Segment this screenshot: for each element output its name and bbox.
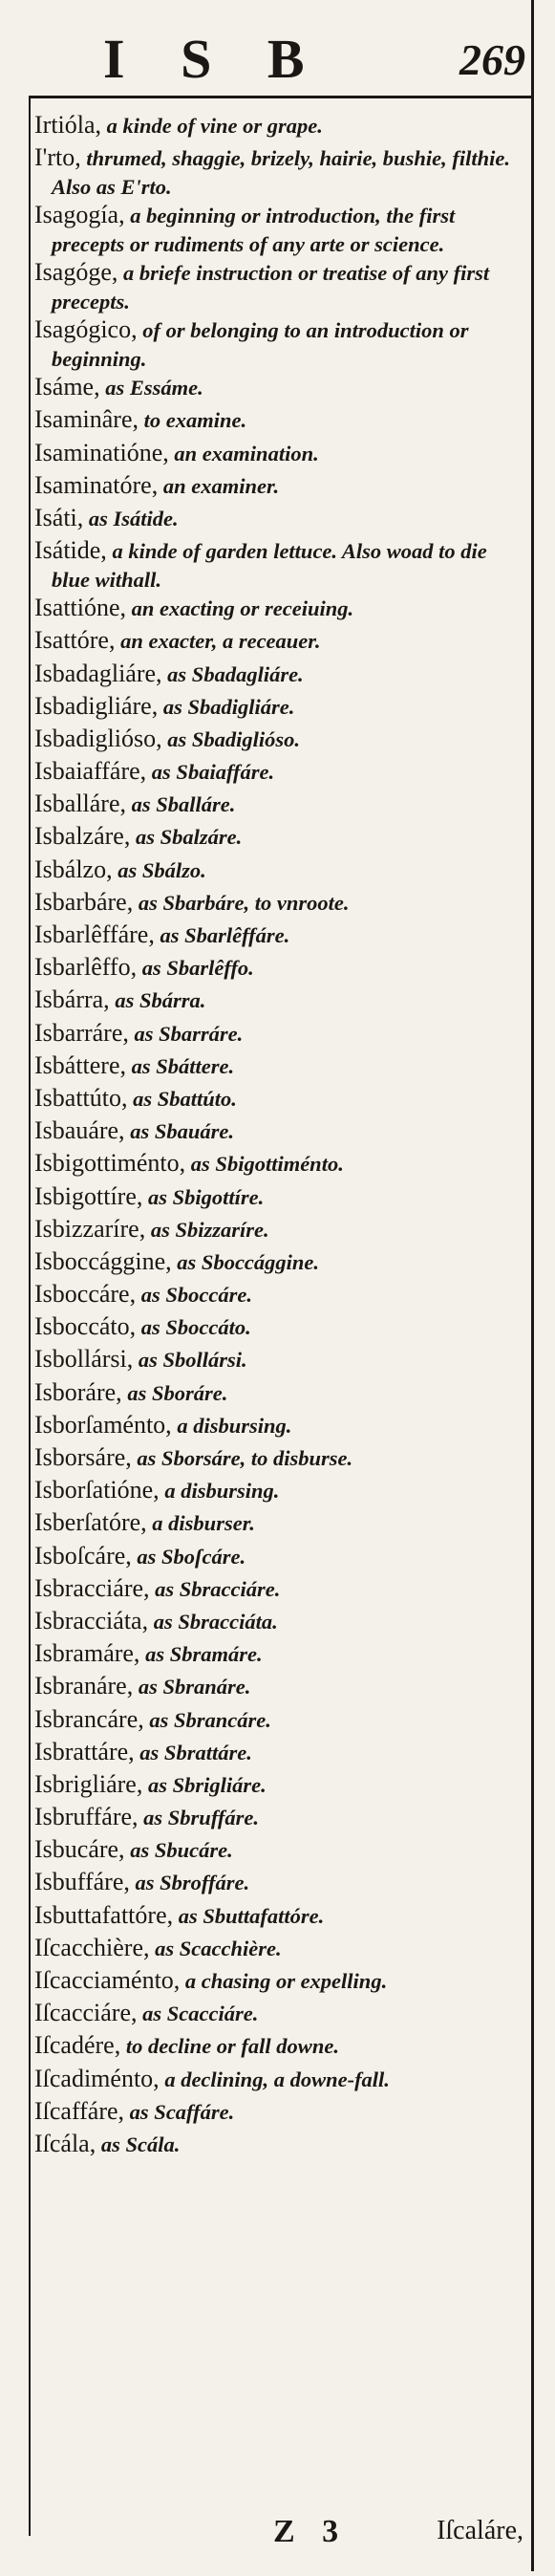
entry-headword: Isbracciáre, bbox=[34, 1573, 150, 1602]
entry-gloss: to examine. bbox=[139, 408, 247, 433]
dictionary-entry bbox=[34, 1378, 527, 1411]
entry-gloss: as Sbruffáre. bbox=[138, 1806, 260, 1830]
entry-headword: Isaminâre, bbox=[34, 405, 139, 434]
entry-gloss: as Sboccáto. bbox=[136, 1315, 251, 1340]
dictionary-entry bbox=[34, 692, 527, 725]
catchword: Iſcaláre, bbox=[437, 2516, 523, 2545]
entry-headword: Isbarbáre, bbox=[34, 887, 134, 916]
entry-headword: Isbarlêffáre, bbox=[34, 920, 155, 948]
dictionary-entry bbox=[34, 1182, 527, 1215]
entry-gloss: an examiner. bbox=[158, 473, 280, 498]
entry-headword: Isbálzo, bbox=[34, 855, 113, 883]
dictionary-entry bbox=[34, 1901, 527, 1934]
entry-headword: Isátide, bbox=[34, 536, 107, 565]
entry-gloss: as Sbranáre. bbox=[133, 1675, 251, 1699]
dictionary-entry bbox=[34, 1738, 527, 1770]
page-header bbox=[29, 27, 525, 94]
dictionary-entry bbox=[34, 1149, 527, 1181]
entry-headword: Isattióne, bbox=[34, 594, 127, 622]
entry-headword: Isagóge, bbox=[34, 258, 118, 287]
entry-headword: Isberſatóre, bbox=[34, 1508, 147, 1537]
entry-headword: Isattóre, bbox=[34, 626, 116, 655]
entry-gloss: as Sbadagliáre. bbox=[161, 661, 304, 686]
dictionary-entry bbox=[34, 626, 527, 659]
entry-gloss: as Sbauáre. bbox=[124, 1119, 234, 1144]
entry-headword: Isáme, bbox=[34, 373, 100, 401]
entry-gloss: as Sbuttafattóre. bbox=[173, 1903, 325, 1928]
entry-gloss: as Sbarráre. bbox=[128, 1021, 244, 1046]
dictionary-entry bbox=[34, 1084, 527, 1116]
entry-headword: Isagógico, bbox=[34, 315, 138, 344]
entry-gloss: as Sbrancáre. bbox=[143, 1707, 271, 1732]
entry-gloss: as Sbigottiménto. bbox=[185, 1152, 344, 1177]
dictionary-entry bbox=[34, 1215, 527, 1247]
entry-headword: I'rto, bbox=[34, 143, 81, 172]
entry-gloss: as Scacchière. bbox=[149, 1936, 282, 1960]
dictionary-entry bbox=[34, 2065, 527, 2097]
dictionary-entry bbox=[34, 1542, 527, 1574]
entry-gloss: as Sbáttere. bbox=[126, 1053, 235, 1078]
dictionary-entry bbox=[34, 1934, 527, 1966]
entry-gloss: as Sbarlêffo. bbox=[137, 956, 254, 981]
entry-headword: Isbrattáre, bbox=[34, 1737, 135, 1765]
dictionary-entry bbox=[34, 1051, 527, 1084]
entry-gloss: as Sbigottíre. bbox=[142, 1184, 265, 1209]
entry-headword: Iſcacciáre, bbox=[34, 1999, 138, 2027]
entry-headword: Isballáre, bbox=[34, 790, 127, 818]
dictionary-entry bbox=[34, 1508, 527, 1541]
entry-headword: Isbalzáre, bbox=[34, 822, 131, 851]
entry-gloss: as Sbálzo. bbox=[112, 857, 206, 882]
entry-headword: Iſcadére, bbox=[34, 2031, 121, 2060]
entry-headword: Isborsáre, bbox=[34, 1443, 132, 1471]
entry-gloss: a chasing or expelling. bbox=[180, 1969, 388, 1993]
entry-gloss: as Sboſcáre. bbox=[131, 1544, 246, 1569]
entry-headword: Isbaiaffáre, bbox=[34, 757, 147, 786]
entry-headword: Isbigottíre, bbox=[34, 1181, 143, 1210]
dictionary-entry bbox=[34, 143, 527, 201]
entry-headword: Iſcaffáre, bbox=[34, 2096, 125, 2125]
header-rule bbox=[29, 96, 533, 98]
entry-gloss: as Scála. bbox=[96, 2132, 181, 2156]
dictionary-entry bbox=[34, 660, 527, 692]
dictionary-entry bbox=[34, 594, 527, 626]
dictionary-entry bbox=[34, 920, 527, 953]
entry-gloss: as Sbrigliáre. bbox=[142, 1772, 267, 1797]
entry-gloss: a briefe instruction or treatise of any first precepts. bbox=[52, 261, 490, 314]
entry-headword: Isagogía, bbox=[34, 201, 125, 229]
entry-gloss: as Sbattúto. bbox=[127, 1086, 237, 1111]
entry-gloss: as Sborsáre, to disburse. bbox=[131, 1446, 353, 1470]
entry-gloss: as Sbracciáta. bbox=[148, 1609, 278, 1634]
dictionary-entry bbox=[34, 471, 527, 504]
dictionary-entry bbox=[34, 1966, 527, 1999]
entry-gloss: as Sbadigliósо. bbox=[161, 726, 301, 751]
entry-gloss: as Sbaiaffáre. bbox=[146, 760, 275, 785]
entry-gloss: as Sbarbáre, to vnroote. bbox=[133, 890, 350, 915]
entry-headword: Isbruffáre, bbox=[34, 1803, 139, 1831]
dictionary-entry bbox=[34, 1770, 527, 1803]
dictionary-entry bbox=[34, 405, 527, 438]
entry-gloss: an examination. bbox=[168, 441, 319, 465]
dictionary-entry bbox=[34, 822, 527, 855]
entry-gloss: as Sboráre. bbox=[121, 1380, 228, 1405]
entry-gloss: a kinde of garden lettuce. Also woad to die blue withall. bbox=[52, 539, 487, 593]
dictionary-entry bbox=[34, 1639, 527, 1672]
entry-headword: Isborſatióne, bbox=[34, 1476, 160, 1504]
entry-headword: Isbattúto, bbox=[34, 1083, 128, 1112]
entry-list bbox=[34, 111, 527, 2162]
entry-gloss: as Sbollársi. bbox=[133, 1348, 247, 1373]
dictionary-entry bbox=[34, 201, 527, 258]
dictionary-entry bbox=[34, 1411, 527, 1443]
entry-headword: Isbramáre, bbox=[34, 1639, 140, 1668]
entry-headword: Iſcacchière, bbox=[34, 1933, 150, 1961]
signature-mark: Z 3 bbox=[273, 2514, 349, 2549]
entry-gloss: a disburser. bbox=[146, 1511, 255, 1536]
entry-gloss: to decline or fall downe. bbox=[120, 2034, 339, 2059]
entry-headword: Isbrigliáre, bbox=[34, 1769, 143, 1798]
dictionary-entry bbox=[34, 439, 527, 471]
dictionary-entry bbox=[34, 790, 527, 822]
dictionary-entry bbox=[34, 504, 527, 536]
entry-headword: Iſcála, bbox=[34, 2129, 96, 2157]
dictionary-entry bbox=[34, 1672, 527, 1704]
entry-headword: Isbracciáta, bbox=[34, 1606, 149, 1634]
entry-gloss: as Sboccággine. bbox=[171, 1249, 320, 1274]
dictionary-entry bbox=[34, 1868, 527, 1900]
entry-gloss: as Sbramáre. bbox=[139, 1642, 263, 1667]
entry-headword: Isboccáre, bbox=[34, 1280, 137, 1309]
dictionary-entry bbox=[34, 1999, 527, 2031]
page-footer bbox=[34, 2514, 527, 2562]
dictionary-entry bbox=[34, 1803, 527, 1835]
dictionary-entry bbox=[34, 1019, 527, 1051]
entry-headword: Isbrancáre, bbox=[34, 1704, 144, 1733]
dictionary-entry bbox=[34, 2097, 527, 2130]
entry-gloss: a declining, a downe-fall. bbox=[159, 2067, 390, 2091]
dictionary-entry bbox=[34, 1607, 527, 1639]
entry-headword: Isbarlêffo, bbox=[34, 953, 138, 982]
entry-headword: Isborſaménto, bbox=[34, 1410, 172, 1439]
dictionary-entry bbox=[34, 855, 527, 888]
entry-gloss: as Sbarlêffáre. bbox=[154, 923, 290, 947]
dictionary-entry bbox=[34, 1345, 527, 1377]
entry-headword: Isboráre, bbox=[34, 1377, 122, 1406]
dictionary-entry bbox=[34, 2130, 527, 2162]
entry-headword: Isboccáto, bbox=[34, 1312, 137, 1341]
entry-gloss: as Sbroffáre. bbox=[129, 1871, 250, 1895]
dictionary-entry bbox=[34, 1574, 527, 1607]
entry-headword: Isbauáre, bbox=[34, 1116, 125, 1145]
entry-gloss: as Sboccáre. bbox=[136, 1283, 252, 1308]
entry-headword: Isboſcáre, bbox=[34, 1541, 132, 1569]
entry-headword: Isbuffáre, bbox=[34, 1868, 130, 1896]
entry-gloss: thrumed, shaggie, brizely, hairie, bushie, filthie. Also as E'rto. bbox=[52, 146, 510, 200]
entry-headword: Isbizzaríre, bbox=[34, 1214, 146, 1243]
dictionary-entry bbox=[34, 1476, 527, 1508]
dictionary-entry bbox=[34, 888, 527, 920]
entry-gloss: an exacter, a receauer. bbox=[115, 629, 321, 654]
dictionary-entry bbox=[34, 2031, 527, 2064]
dictionary-entry bbox=[34, 315, 527, 373]
dictionary-entry bbox=[34, 1705, 527, 1738]
dictionary-entry bbox=[34, 757, 527, 790]
entry-gloss: as Scaffáre. bbox=[124, 2099, 235, 2124]
entry-gloss: as Sbalzáre. bbox=[130, 825, 243, 850]
entry-headword: Isbucáre, bbox=[34, 1835, 125, 1864]
entry-headword: Isbadigliáre, bbox=[34, 691, 159, 720]
entry-headword: Isaminatióne, bbox=[34, 438, 169, 466]
entry-headword: Isboccággine, bbox=[34, 1246, 172, 1275]
entry-gloss: as Sbárra. bbox=[109, 988, 206, 1013]
entry-gloss: an exacting or receiuing. bbox=[126, 596, 354, 621]
entry-gloss: a kinde of vine or grape. bbox=[101, 114, 323, 138]
entry-headword: Irtióla, bbox=[34, 111, 102, 139]
dictionary-entry bbox=[34, 1280, 527, 1312]
dictionary-entry bbox=[34, 536, 527, 594]
entry-headword: Isbranáre, bbox=[34, 1672, 134, 1700]
left-column-rule bbox=[29, 98, 31, 2536]
entry-headword: Isbuttafattóre, bbox=[34, 1900, 174, 1929]
entry-gloss: as Sbizzaríre. bbox=[145, 1217, 269, 1242]
entry-gloss: as Sbracciáre. bbox=[149, 1576, 281, 1601]
entry-headword: Isbárra, bbox=[34, 985, 110, 1014]
dictionary-entry bbox=[34, 373, 527, 405]
entry-headword: Isbadagliáre, bbox=[34, 659, 162, 687]
dictionary-entry bbox=[34, 953, 527, 985]
entry-gloss: as Scacciáre. bbox=[137, 2002, 259, 2026]
entry-gloss: a disbursing. bbox=[171, 1413, 292, 1438]
dictionary-entry bbox=[34, 985, 527, 1018]
entry-headword: Isbigottiménto, bbox=[34, 1149, 186, 1178]
dictionary-entry bbox=[34, 725, 527, 757]
entry-gloss: a beginning or introduction, the first precepts or rudiments of any arte or science. bbox=[52, 204, 456, 257]
entry-headword: Isáti, bbox=[34, 503, 84, 531]
dictionary-entry bbox=[34, 1443, 527, 1476]
entry-gloss: a disbursing. bbox=[159, 1479, 280, 1504]
entry-headword: Iſcacciaménto, bbox=[34, 1966, 181, 1994]
dictionary-entry bbox=[34, 111, 527, 143]
dictionary-entry bbox=[34, 1247, 527, 1280]
entry-headword: Isbollársi, bbox=[34, 1345, 134, 1374]
entry-headword: Isaminatóre, bbox=[34, 470, 159, 499]
dictionary-entry bbox=[34, 1835, 527, 1868]
dictionary-entry bbox=[34, 258, 527, 315]
running-head: I S B bbox=[103, 28, 326, 90]
entry-headword: Isbarráre, bbox=[34, 1018, 129, 1047]
entry-gloss: of or belonging to an introduction or beginning. bbox=[52, 318, 469, 372]
dictionary-entry bbox=[34, 1116, 527, 1149]
page-number: 269 bbox=[459, 35, 525, 84]
entry-headword: Isbadigliósо, bbox=[34, 724, 162, 752]
entry-gloss: as Sbadigliáre. bbox=[158, 694, 295, 719]
entry-gloss: as Essáme. bbox=[99, 376, 203, 400]
entry-gloss: as Sbrattáre. bbox=[134, 1740, 252, 1764]
entry-gloss: as Isátide. bbox=[83, 506, 179, 530]
dictionary-entry bbox=[34, 1312, 527, 1345]
entry-gloss: as Sballáre. bbox=[126, 792, 236, 817]
entry-headword: Iſcadiménto, bbox=[34, 2064, 160, 2092]
entry-headword: Isbáttere, bbox=[34, 1050, 127, 1079]
entry-gloss: as Sbucáre. bbox=[124, 1838, 233, 1863]
right-column-rule bbox=[531, 0, 534, 2571]
